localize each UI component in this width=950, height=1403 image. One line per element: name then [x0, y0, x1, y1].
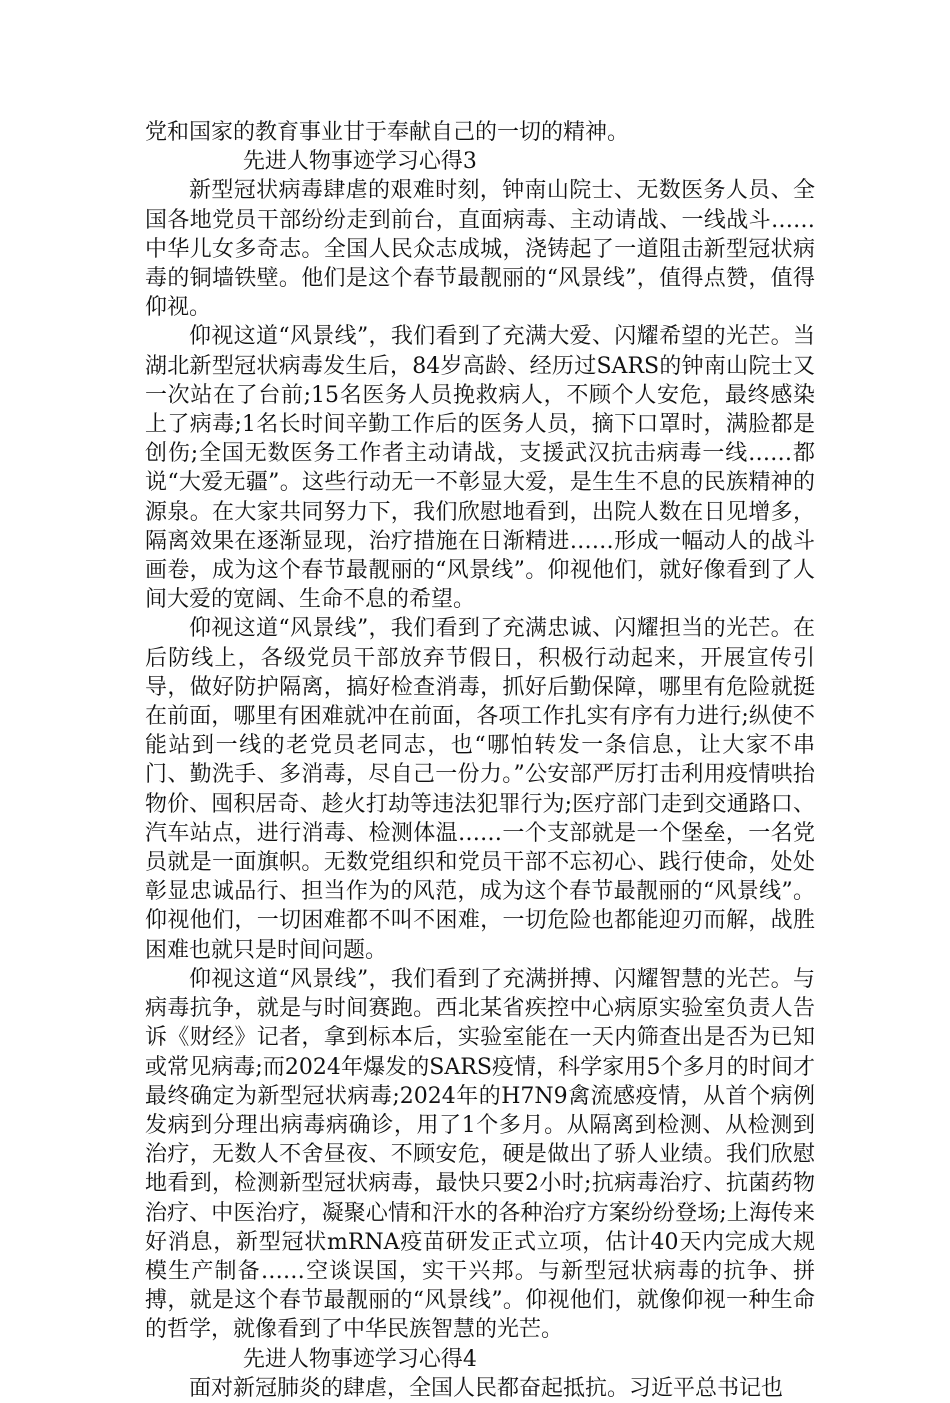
paragraph: 面对新冠肺炎的肆虐，全国人民都奋起抵抗。习近平总书记也 [189, 1375, 784, 1401]
paragraph: 仰视这道“风景线”，我们看到了充满忠诚、闪耀担当的光芒。在后防线上，各级党员干部放弃节假日，积极行动起来，开展宣传引导，做好防护隔离，搞好检查消毒，抓好后勤保障，哪里有危险就挺在前面，哪里有困难就冲在前面，各项工作扎实有序有力进行;纵使不能站到一线的老党员老同志，也“哪怕转发一条信息，让大家不串门、勤洗手、多消毒，尽自己一份力。”公安部严厉打击利用疫情哄抬物价、囤积居奇、趁火打劫等违法犯罪行为;医疗部门走到交通路口、汽车站点，进行消毒、检测体温……一个支部就是一个堡垒，一名党员就是一面旗帜。无数党组织和党员干部不忘初心、践行使命，处处彰显忠诚品行、担当作为的风范，成为这个春节最靓丽的“风景线”。仰视他们，一切困难都不叫不困难，一切危险也都能迎刃而解，战胜困难也就只是时间问题。 [145, 616, 815, 963]
paragraph: 仰视这道“风景线”，我们看到了充满拼搏、闪耀智慧的光芒。与病毒抗争，就是与时间赛跑。西北某省疾控中心病原实验室负责人告诉《财经》记者，拿到标本后，实验室能在一天内筛查出是否为已知或常见病毒;而2024年爆发的SARS疫情，科学家用5个多月的时间才最终确定为新型冠状病毒;2024年的H7N9禽流感疫情，从首个病例发病到分理出病毒病确诊，用了1个多月。从隔离到检测、从检测到治疗，无数人不舍昼夜、不顾安危，硬是做出了骄人业绩。我们欣慰地看到，检测新型冠状病毒，最快只要2小时;抗病毒治疗、抗菌药物治疗、中医治疗，凝聚心情和汗水的各种治疗方案纷纷登场;上海传来好消息，新型冠状mRNA疫苗研发正式立项，估计40天内完成大规模生产制备……空谈误国，实干兴邦。与新型冠状病毒的抗争、拼搏，就是这个春节最靓丽的“风景线”。仰视他们，就像仰视一种生命的哲学，就像看到了中华民族智慧的光芒。 [145, 966, 815, 1343]
document-body [145, 118, 815, 1403]
paragraph: 仰视这道“风景线”，我们看到了充满大爱、闪耀希望的光芒。当湖北新型冠状病毒发生后，84岁高龄、经历过SARS的钟南山院士又一次站在了台前;15名医务人员挽救病人，不顾个人安危，最终感染上了病毒;1名长时间辛勤工作后的医务人员，摘下口罩时，满脸都是创伤;全国无数医务工作者主动请战，支援武汉抗击病毒一线……都说“大爱无疆”。这些行动无一不彰显大爱，是生生不息的民族精神的源泉。在大家共同努力下，我们欣慰地看到，出院人数在日见增多，隔离效果在逐渐显现，治疗措施在日渐精进……形成一幅动人的战斗画卷，成为这个春节最靓丽的“风景线”。仰视他们，就好像看到了人间大爱的宽阔、生命不息的希望。 [145, 324, 815, 613]
section-heading: 先进人物事迹学习心得3 [242, 149, 477, 175]
section-heading: 先进人物事迹学习心得4 [242, 1346, 477, 1372]
paragraph: 新型冠状病毒肆虐的艰难时刻，钟南山院士、无数医务人员、全国各地党员干部纷纷走到前台，直面病毒、主动请战、一线战斗……中华儿女多奇志。全国人民众志成城，浇铸起了一道阻击新型冠状病毒的铜墙铁壁。他们是这个春节最靓丽的“风景线”，值得点赞，值得仰视。 [145, 178, 815, 321]
paragraph-continuation: 党和国家的教育事业甘于奉献自己的一切的精神。 [145, 120, 630, 145]
